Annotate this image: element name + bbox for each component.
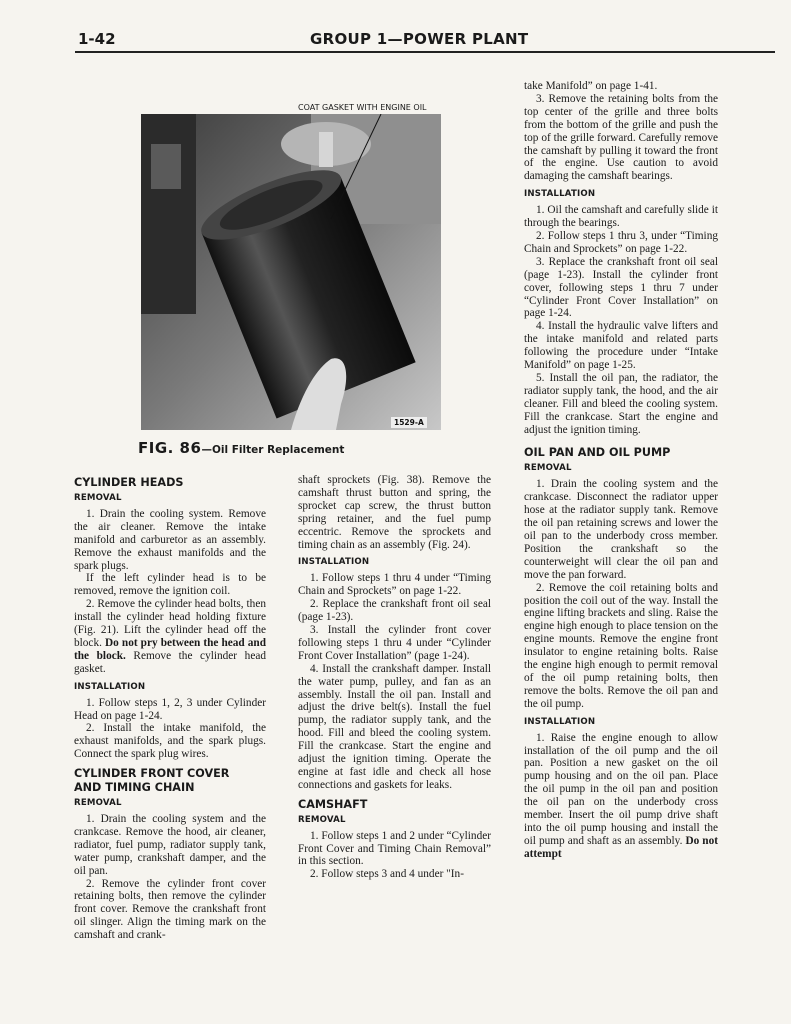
subheading-removal: REMOVAL	[74, 798, 122, 809]
paragraph: 2. Remove the coil retaining bolts and position the coil out of the way. Install the engine lifting brackets and sling. Raise the engine high enough to place tension on the engine mounts. Remove the engine front insulator to engine retaining bolts. Raise the engine high enough to permit removal of the oil pump retaining bolts, then remove the bolts. Remove the oil pan and the oil pump.	[524, 581, 718, 710]
subheading-installation: INSTALLATION	[298, 557, 370, 568]
column-3	[524, 80, 718, 861]
paragraph: 1. Follow steps 1 thru 4 under “Timing Chain and Sprockets” on page 1-22.	[298, 572, 491, 598]
subheading-installation: INSTALLATION	[524, 716, 596, 727]
paragraph: 3. Replace the crankshaft front oil seal (page 1-23). Install the cylinder front cover, following steps 1 thru 7 under “Cylinder Front Cover Installation” on page 1-24.	[524, 255, 718, 320]
paragraph: 5. Install the oil pan, the radiator, the radiator supply tank, the hood, and the air cleaner. Fill and bleed the cooling system. Fill the crankcase. Start the engine and adjust the ignition timing.	[524, 371, 718, 436]
heading-camshaft: CAMSHAFT	[298, 797, 368, 811]
paragraph: shaft sprockets (Fig. 38). Remove the camshaft thrust button and spring, the sprocket cap screw, the thrust button spring retainer, and the fuel pump eccentric. Remove the sprockets and timing chain as an assembly (Fig. 24).	[298, 474, 491, 551]
paragraph: If the left cylinder head is to be removed, remove the ignition coil.	[74, 572, 266, 598]
figure-caption	[138, 438, 344, 457]
paragraph: 4. Install the crankshaft damper. Install the water pump, pulley, and fan as an assembly. Install the oil pan. Install and adjust the drive belt(s). Install the fuel pump, the radiator supply tank, and the hood. Fill and bleed the cooling system. Fill the crankcase. Start the engine and adjust the ignition timing. Operate the engine at fast idle and check all hose connections and gaskets for leaks.	[298, 662, 491, 791]
paragraph: 1. Follow steps 1, 2, 3 under Cylinder Head on page 1-24.	[74, 696, 266, 722]
paragraph: 1. Drain the cooling system and the crankcase. Disconnect the radiator upper hose at the radiator supply tank. Remove the oil pan retaining screws and lower the oil pan to the underbody cross member. Position the crankshaft so the counterweight will clear the oil pan and move the pan forward.	[524, 478, 718, 581]
figure-caption-text: —Oil Filter Replacement	[201, 444, 345, 456]
paragraph: 3. Install the cylinder front cover following steps 1 thru 4 under “Cylinder Front Cover Installation” (page 1-24).	[298, 623, 491, 662]
paragraph: 2. Replace the crankshaft front oil seal (page 1-23).	[298, 598, 491, 624]
paragraph: 1. Oil the camshaft and carefully slide it through the bearings.	[524, 204, 718, 230]
paragraph: 1. Drain the cooling system. Remove the air cleaner. Remove the intake manifold and carburetor as an assembly. Remove the exhaust manifolds and the spark plugs.	[74, 507, 266, 572]
paragraph: 1. Raise the engine enough to allow installation of the oil pump and the oil pan. Position a new gasket on the oil pump housing and on the oil pan. Place the oil pump in the oil pan and position the oil pan on the underbody cross member. Insert the oil pump drive shaft into the oil pump housing and install the oil pump and shaft as an assembly. Do not attempt	[524, 731, 718, 860]
subheading-removal: REMOVAL	[298, 814, 346, 825]
column-1	[74, 470, 266, 942]
paragraph: 2. Follow steps 3 and 4 under "In-	[310, 868, 464, 881]
page-header-title: GROUP 1—POWER PLANT	[310, 30, 529, 48]
figure-number-tag: 1529-A	[391, 417, 427, 428]
column-2	[298, 474, 491, 881]
heading-oil-pan-pump: OIL PAN AND OIL PUMP	[524, 446, 671, 460]
paragraph: 1. Follow steps 1 and 2 under “Cylinder Front Cover and Timing Chain Removal” in this section.	[298, 829, 491, 868]
oil-filter-photo	[141, 114, 441, 430]
subheading-removal: REMOVAL	[74, 493, 122, 503]
paragraph: 2. Remove the cylinder front cover retaining bolts, then remove the cylinder front cover. Remove the crankshaft front oil slinger. Align the timing mark on the camshaft and crank-	[74, 877, 266, 942]
subheading-removal: REMOVAL	[524, 463, 572, 474]
paragraph: 1. Drain the cooling system and the crankcase. Remove the hood, air cleaner, radiator, fuel pump, radiator supply tank, water pump, crankshaft damper, and the oil pan.	[74, 813, 266, 877]
page-number: 1-42	[78, 30, 116, 48]
paragraph: take Manifold” on page 1-41.	[524, 80, 658, 92]
heading-front-cover: CYLINDER FRONT COVER AND TIMING CHAIN	[74, 767, 230, 795]
figure-caption-label: FIG. 86	[138, 439, 202, 457]
paragraph: 2. Remove the cylinder head bolts, then install the cylinder head holding fixture (Fig. 21). Lift the cylinder head off the block. Do not pry between the head and the block. Remove the cylinder head gasket.	[74, 598, 267, 675]
paragraph: 4. Install the hydraulic valve lifters and the intake manifold and related parts following the procedure under “Intake Manifold” on page 1-25.	[524, 320, 718, 372]
header-rule	[75, 51, 775, 53]
paragraph: 3. Remove the retaining bolts from the top center of the grille and three bolts from the bottom of the grille and push the top of the grille forward. Carefully remove the camshaft by pulling it toward the front of the engine. Use caution to avoid damaging the camshaft bearings.	[524, 92, 718, 183]
subheading-installation: INSTALLATION	[74, 681, 146, 692]
figure-callout: COAT GASKET WITH ENGINE OIL	[298, 103, 427, 112]
paragraph: 2. Install the intake manifold, the exhaust manifolds, and the spark plugs. Connect the spark plug wires.	[74, 722, 266, 761]
paragraph: 2. Follow steps 1 thru 3, under “Timing Chain and Sprockets” on page 1-22.	[524, 229, 718, 255]
subheading-installation: INSTALLATION	[524, 189, 596, 200]
heading-cylinder-heads: CYLINDER HEADS	[74, 476, 184, 489]
